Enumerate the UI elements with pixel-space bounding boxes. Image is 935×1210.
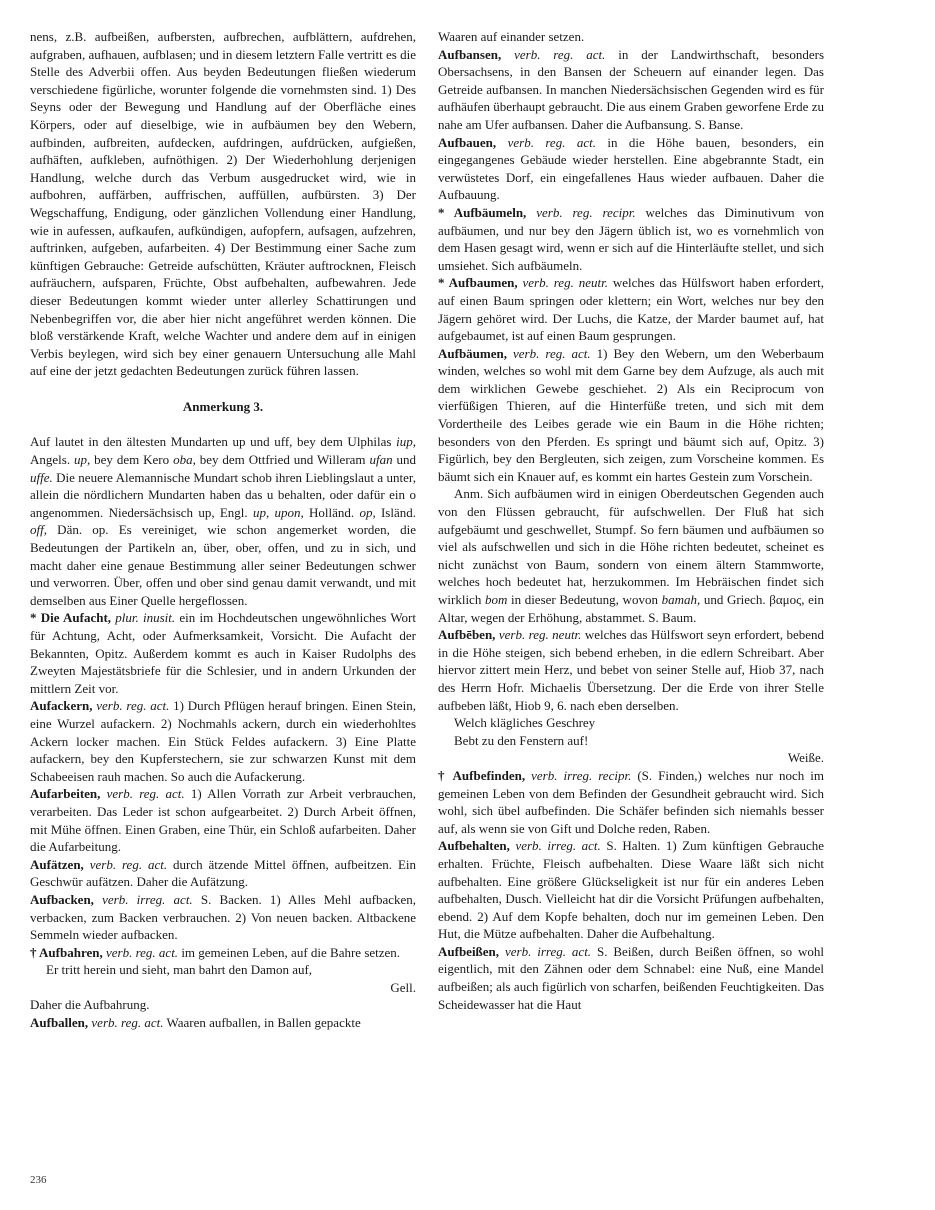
- grammar-label: verb. irreg. act.: [515, 838, 601, 854]
- paragraph-continuation: Waaren auf einander setzen.: [438, 29, 585, 44]
- entry-text: im gemeinen Leben, auf die Bahre setzen.: [178, 944, 401, 960]
- grammar-label: verb. reg. act.: [105, 944, 179, 960]
- entry-text: S. Beißen, durch Beißen öffnen, so wohl eigentlich, mit den Zähnen oder dem Schnabel: eine Nuß, eine Mandel aufbeißen; als auch figürlich von scharfen, beißenden Feuchtigkeiten. Das Scheidewasser hat die Haut: [438, 943, 824, 1012]
- entry-aufackern: [30, 697, 416, 785]
- grammar-label: plur. inusit.: [115, 610, 176, 626]
- grammar-label: verb. reg. act.: [89, 856, 168, 872]
- entry-headword: Aufballen,: [30, 1015, 89, 1031]
- entry-aufbaeumen: [438, 345, 824, 486]
- section-heading: Anmerkung 3.: [182, 398, 264, 414]
- right-column: [438, 28, 824, 1013]
- grammar-label: verb. reg. act.: [96, 698, 170, 714]
- grammar-label: verb. reg. act.: [513, 345, 591, 361]
- entry-headword: Aufbacken,: [30, 891, 94, 907]
- grammar-label: verb. reg. neutr.: [522, 275, 608, 291]
- grammar-label: verb. irreg. act.: [504, 943, 592, 959]
- entry-headword: * Die Aufacht,: [30, 610, 112, 626]
- entry-text: welches das Hülfswort seyn erfordert, bebend in die Höhe steigen, sich bebend erheben, in die edlern Schreibart. Aber hiervor zittert mein Herz, und bebet von seiner Stelle auf, Hiob 37, nach des Herrn Hofr. Michaelis Übersetzung. Der die Erde von ihrer Stelle aufbeben läßt, Hiob 9, 6. nach eben derselben.: [438, 627, 825, 713]
- grammar-label: verb. reg. act.: [507, 134, 596, 150]
- entry-aufarbeiten: [30, 785, 416, 855]
- page-number: 236: [30, 1174, 47, 1186]
- quotation-verse: Bebt zu den Fenstern auf!: [454, 732, 589, 748]
- entry-aufbeissen: [438, 943, 824, 1013]
- grammar-label: verb. irreg. act.: [102, 891, 193, 907]
- entry-headword: Aufarbeiten,: [30, 786, 101, 802]
- entry-aufaetzen: [30, 856, 416, 891]
- entry-aufbauen: [438, 134, 824, 204]
- grammar-label: verb. reg. neutr.: [498, 627, 582, 643]
- grammar-label: verb. reg. act.: [106, 786, 185, 802]
- entry-headword: Aufbauen,: [438, 134, 497, 150]
- grammar-label: verb. irreg. recipr.: [531, 767, 632, 783]
- entry-aufacht: [30, 609, 416, 697]
- entry-headword: Aufbeißen,: [438, 943, 500, 959]
- entry-aufbehalten: [438, 837, 824, 943]
- entry-aufbaeumeln: [438, 204, 824, 274]
- entry-text: Waaren aufballen, in Ballen gepackte: [163, 1015, 361, 1031]
- entry-headword: Aufbēben,: [438, 627, 496, 643]
- entry-aufbahren: [30, 944, 416, 962]
- entry-text: durch ätzende Mittel öffnen, aufbeitzen. Ein Geschwür aufätzen. Daher die Aufätzung.: [30, 856, 417, 890]
- grammar-label: verb. reg. recipr.: [536, 204, 636, 220]
- entry-aufballen: [30, 1014, 416, 1032]
- quotation-verse: Welch klägliches Geschrey: [454, 715, 596, 731]
- entry-text: ein im Hochdeutschen ungewöhnliches Wort für Achtung, Acht, oder Aufmerksamkeit, Vorsicht. Die Aufacht der Bekannten, Opitz. Außerdem kommt es auch in Kaiser Rudolphs des Zweyten Majestätsbriefe für die Schlesier, und in andern Urkunden der mittlern Zeit vor.: [30, 610, 416, 696]
- entry-aufbacken: [30, 891, 416, 944]
- entry-aufbeben: [438, 626, 824, 714]
- entry-text: (S. Finden,) welches nur noch im gemeinen Leben von dem Befinden der Gesundheit gebraucht wird. Sich wohl, sich übel aufbefinden. Die Schäfer befinden sich niemahls besser auf, als wenn sie von Gift und Dolche reden, Raben.: [438, 767, 824, 836]
- entry-headword: † Aufbahren,: [30, 944, 103, 960]
- entry-text: welches das Hülfswort haben erfordert, auf einen Baum springen oder klettern; ein Wort, welches nur bey den Jägern gehöret wird. Der Luchs, die Katze, der Marder baumet auf, hat aufgebaumet, ist auf einen Baum gesprungen.: [438, 275, 824, 344]
- grammar-label: verb. reg. act.: [514, 46, 606, 62]
- left-column: [30, 28, 416, 1032]
- quotation-attribution: Gell.: [390, 979, 416, 995]
- entry-headword: Aufätzen,: [30, 856, 84, 872]
- entry-headword: Aufbehalten,: [438, 838, 510, 854]
- etymology-paragraph: Auf lautet in den ältesten Mundarten up und uff, bey dem Ulphilas iup, Angels. up, bey dem Kero oba, bey dem Ottfried und Willeram ufan und uffe. Die neuere Alemannische Mundart schob ihren Lieblingslaut a unter, allein die nördlichern Mundarten haben das u behalten, oder dafür ein o angenommen. Niedersächsisch up, Engl. up, upon, Holländ. op, Isländ. off, Dän. op. Es vereiniget, wie schon angemerket worden, die Bedeutungen der Partikeln an, über, ober, offen, und zu in sich, und macht daher eine genaue Bestimmung aller seiner Bedeutungen schwer und verworren. Über, offen und ober sind genau damit verwandt, und mit demselben aus Einer Quelle hergeflossen.: [30, 434, 416, 608]
- quotation-attribution: Weiße.: [787, 750, 824, 766]
- entry-headword: Aufbansen,: [438, 46, 502, 62]
- entry-text: in die Höhe bauen, besonders, ein eingegangenes Gebäude wieder herstellen. Eine abgebrannte Stadt, ein verwüstetes Dorf, ein eingefallenes Haus wieder aufbauen. Daher die Aufbauung.: [438, 134, 825, 203]
- entry-headword: Aufbäumen,: [438, 345, 507, 361]
- entry-aufbaumen: [438, 274, 824, 344]
- grammar-label: verb. reg. act.: [91, 1015, 164, 1031]
- annotation-paragraph: Anm. Sich aufbäumen wird in einigen Oberdeutschen Gegenden auch von den Flüssen gebraucht, für aufschwellen. Der Fluß hat sich aufgebäumt und geschwellet, Stumpf. So fern bäumen und aufbäumen so viel als aufschwellen und sich in die Höhe richten bedeutet, scheinet es nicht zunächst von Baum, sondern von einem ältern Stammworte, welches hoch bedeutet hat, herzukommen. Im Hebräischen findet sich wirklich bom in dieser Bedeutung, wovon bamah, und Griech. βαμος, ein Altar, wegen der Erhöhung, abstammet. S. Baum.: [438, 486, 825, 625]
- entry-aufbansen: [438, 46, 824, 134]
- entry-headword: Aufackern,: [30, 698, 93, 714]
- entry-text: welches das Diminutivum von aufbäumen, und nur bey den Jägern üblich ist, wo es vornehmlich von dem Hasen gesagt wird, wenn er sich auf die Hinterläufte stellet, und sich umsiehet. Sich aufbäumeln.: [438, 204, 824, 273]
- quotation-verse: Er tritt herein und sieht, man bahrt den Damon auf,: [46, 962, 313, 978]
- derived-form: Daher die Aufbahrung.: [30, 997, 150, 1013]
- entry-headword: * Aufbaumen,: [438, 275, 518, 291]
- entry-text: S. Halten. 1) Zum künftigen Gebrauche erhalten. Früchte, Fleisch aufbehalten. Diese Waare läßt sich nicht aufbehalten. Eine größere Glückseligkeit ist nur für ein anderes Leben aufbehalten, Dusch. Vielleicht hat dir die Vorsicht Prüfungen aufbehalten, ebend. 2) Auf dem Kopfe behalten, doch nur im gemeinen Leben. Den Hut, die Mütze aufbehalten. Daher die Aufbehaltung.: [438, 838, 825, 942]
- entry-text: in der Landwirthschaft, besonders Obersachsens, in den Bansen der Scheuern auf einander legen. Das Getreide aufbansen. In manchen Niedersächsischen Gegenden wird es für aufhäufen überhaupt gebraucht. Die aus einem Graben geworfene Erde zu nahe am Ufer aufbansen. Daher die Aufbansung. S. Banse.: [438, 46, 825, 132]
- entry-text: 1) Allen Vorrath zur Arbeit verbrauchen, verarbeiten. Das Leder ist schon aufgearbeitet. 2) Durch Arbeit öffnen, mit Mühe öffnen. Einen Graben, eine Thür, ein Schloß aufarbeiten. Daher die Aufarbeitung.: [30, 786, 417, 855]
- paragraph-continuation: nens, z.B. aufbeißen, aufbersten, aufbrechen, aufblättern, aufdrehen, aufgraben, aufhauen, aufblasen; und in diesem letztern Falle vertritt es die Stelle des Adverbii offen. Aus beyden Bedeutungen fließen wiederum verschiedene figürliche, worunter folgende die vornehmsten sind. 1) Des Seyns oder der Bewegung und Handlung auf der Oberfläche eines Körpers, oder auf dieselbige, wie in aufbäumen bey den Webern, aufbinden, aufbreiten, aufdecken, aufdringen, aufdrücken, aufgießen, aufhäften, aufkleben, aufnöthigen. 2) Der Wiederhohlung derjenigen Handlung, welche durch das Verbum ausgedrucket wird, wie in aufbohren, auffärben, auffrischen, auffüllen, aufbürsten. 3) Der Wegschaffung, Endigung, oder gänzlichen Vollendung einer Handlung, wie in aufessen, aufkaufen, aufkündigen, aufopfern, aufsagen, aufzehren, auftrinken, aufgeben, aufarbeiten. 4) Der Bestimmung einer Sache zum künftigen Gebrauche: Getreide aufschütten, Kräuter auftrocknen, Fleisch aufräuchern, aufsparen, Früchte, Obst aufbehalten, aufbewahren. Jede dieser Bedeutungen kommt wieder unter allerley Schattirungen und Nebenbegriffen vor, die aber hier nicht angeführet werden können. Die bloß verstärkende Kraft, welche Wachter und andere dem auf in einigen Verbis beylegen, wird sich bey einer genauern Untersuchung alle Mahl auf eine der jetzt gedachten Bedeutungen zurück führen lassen.: [30, 29, 416, 379]
- entry-text: 1) Bey den Webern, um den Weberbaum winden, welches so wohl mit dem Garne bey dem Aufzuge, als auch mit dem wirklichen Gewebe geschiehet. 2) Als ein Reciprocum von vierfüßigen Thieren, auf die Hinterfüße treten, und sich mit dem Vordertheile des Leibes gerade wie ein Baum in die Höhe richten; besonders von den Pferden. Es springt und bäumt sich auf, Opitz. 3) Figürlich, bey den Bergleuten, sich zeigen, zum Vorscheine kommen. Es bäumt sich ein Knauer auf, es kommt ein hartes Gestein zum Vorschein.: [438, 345, 825, 484]
- entry-text: 1) Durch Pflügen herauf bringen. Einen Stein, eine Wurzel aufackern. 2) Nochmahls ackern, durch ein wiederhohltes Ackern locker machen. Ein Stück Feldes aufackern. 3) Eine Platte aufackern, bey den Kupferstechern, sie zur schwarzen Kunst mit dem Schabeeisen rauh machen. So auch die Aufackerung.: [30, 698, 417, 784]
- entry-text: S. Backen. 1) Alles Mehl aufbacken, verbacken, zum Backen verbrauchen. 2) Von neuen backen. Altbackene Semmeln wieder aufbacken.: [30, 891, 417, 943]
- entry-aufbefinden: [438, 767, 824, 837]
- entry-headword: † Aufbefinden,: [438, 767, 526, 783]
- entry-headword: * Aufbäumeln,: [438, 204, 527, 220]
